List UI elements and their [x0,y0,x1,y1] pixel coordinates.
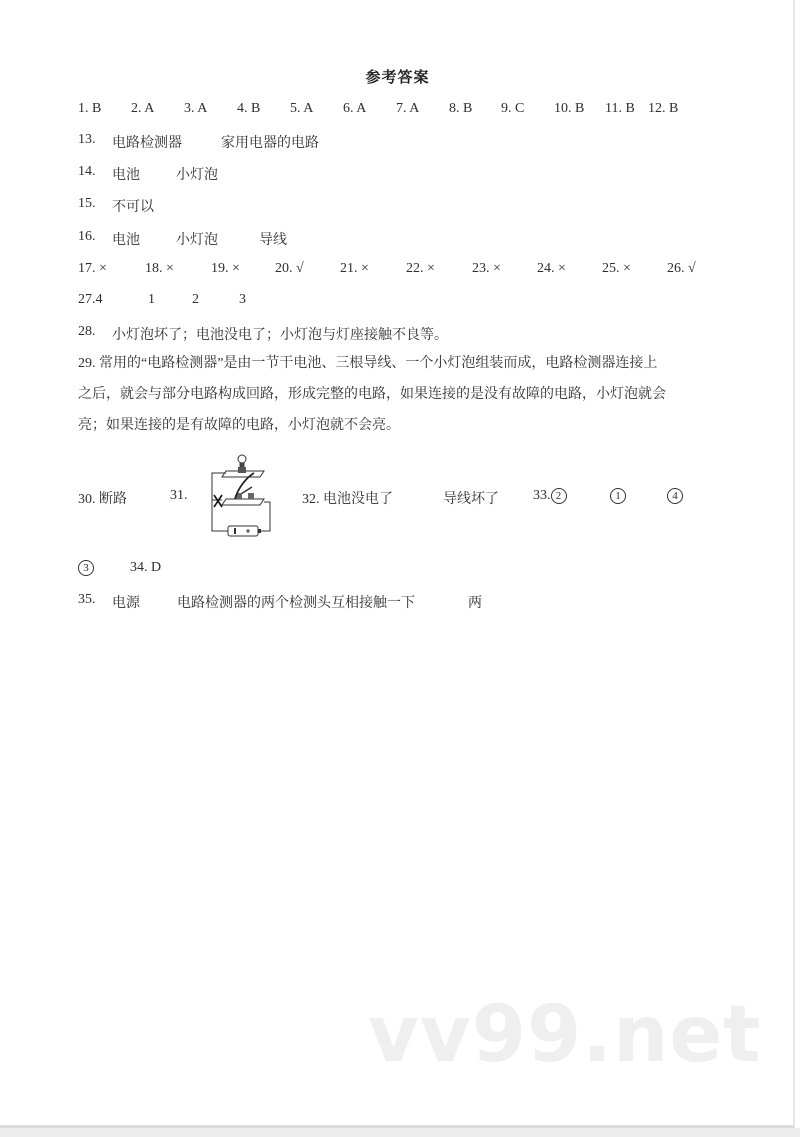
mc-item: 8. B [449,101,473,116]
tf-item: 23. × [472,261,501,276]
circled-number: 1 [610,488,626,504]
tf-item: 19. × [211,261,240,276]
circled-number: 2 [551,488,567,504]
answer-row-30-33: 30. 断路 31. 32. 电池没电了 导线坏了 33. 2 1 4 [78,488,127,508]
tf-item: 21. × [340,261,369,276]
mc-item: 1. B [78,101,102,116]
page-bottom-edge [0,1128,800,1137]
answer-row-33-34 [78,560,162,576]
answer-32: 32. 电池没电了 [302,492,393,507]
mc-item: 10. B [554,101,585,116]
bulb-icon [238,455,246,468]
circuit-diagram [208,453,278,541]
answer-29-line-1: 29. 常用的“电路检测器”是由一节干电池、三根导线、一个小灯泡组装而成，电路检测器连接上 [78,356,658,371]
answer-29-line-2: 之后，就会与部分电路构成回路，形成完整的电路，如果连接的是没有故障的电路，小灯泡就会 [78,387,666,402]
answer-30: 30. 断路 [78,492,127,507]
mc-item: 12. B [648,101,679,116]
answer-15: 15. 不可以 [78,196,154,215]
tf-item: 22. × [406,261,435,276]
mc-answers-row [0,101,795,121]
answer-33: 33. 2 [533,488,567,504]
answer-28: 28. 小灯泡坏了；电池没电了；小灯泡与灯座接触不良等。 [78,324,448,343]
tf-item: 17. × [78,261,107,276]
mc-item: 3. A [184,101,208,116]
mc-item: 2. A [131,101,155,116]
answer-34: 34. D [130,560,162,575]
tf-item: 26. √ [667,261,696,276]
mc-item: 9. C [501,101,525,116]
tf-item: 25. × [602,261,631,276]
answer-29-line-3: 亮；如果连接的是有故障的电路，小灯泡就不会亮。 [78,418,400,433]
circled-number: 4 [667,488,683,504]
answer-29 [78,348,728,441]
watermark: vv99.net [368,990,762,1080]
answer-31-label: 31. [170,488,188,503]
mc-item: 6. A [343,101,367,116]
answer-16: 16. 电池 小灯泡 导线 [78,229,287,248]
page-title: 参考答案 [365,70,430,86]
circled-number: 3 [78,560,94,576]
tf-item: 18. × [145,261,174,276]
tf-item: 20. √ [275,261,304,276]
mc-item: 11. B [605,101,635,116]
mc-item: 5. A [290,101,314,116]
answer-27: 27.4 1 2 3 [78,292,246,307]
answer-13: 13. 电路检测器 家用电器的电路 [78,132,319,151]
answer-35: 35. 电源 电路检测器的两个检测头互相接触一下 两 [78,592,482,611]
tf-answers-row [0,261,795,281]
battery-icon [228,526,261,536]
mc-item: 4. B [237,101,261,116]
answer-14: 14. 电池 小灯泡 [78,164,218,183]
tf-item: 24. × [537,261,566,276]
mc-item: 7. A [396,101,420,116]
